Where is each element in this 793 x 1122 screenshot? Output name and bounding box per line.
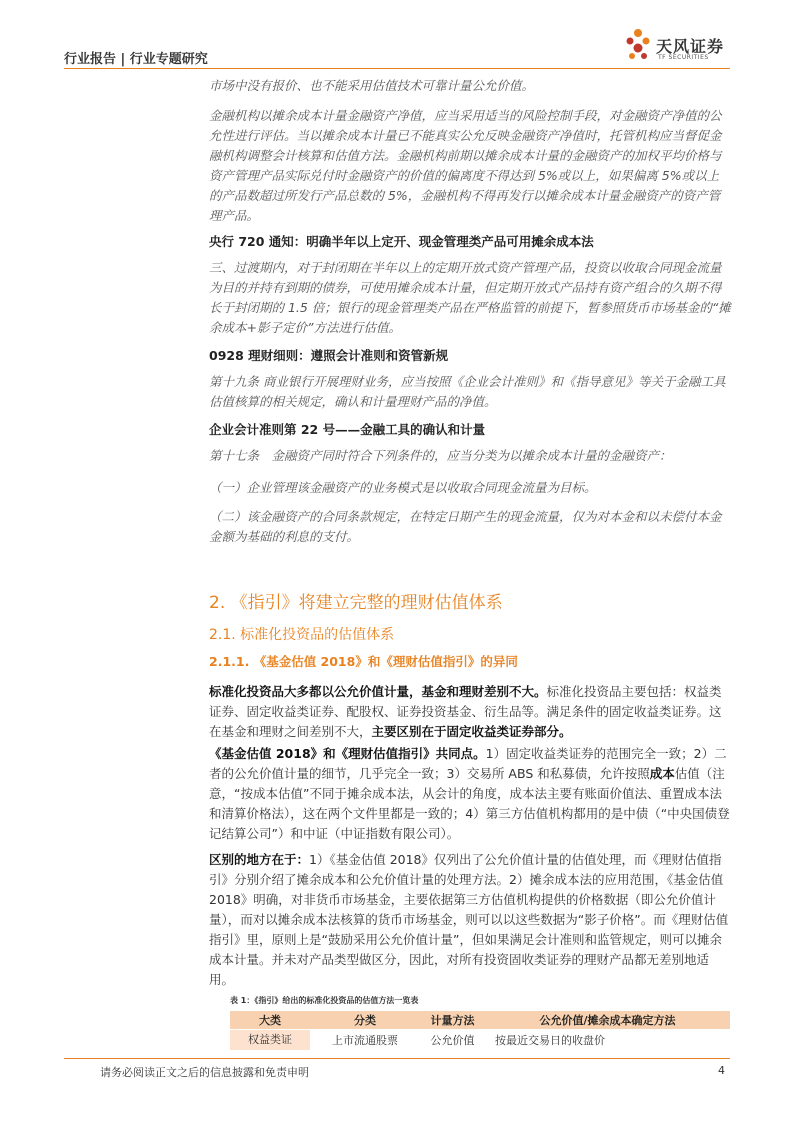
quote-paragraph-2: 金融机构以摊余成本计量金融资产净值，应当采用适当的风险控制手段，对金融资产净值的公允性进行评估。当以摊余成本计量已不能真实公允反映金融资产净值时，托管机构应当督促金融机构调整会计核算和估值方法。金融机构前期以摊余成本计量的金融资产的加权平均价格与资产管理产品实际兑付时金融资产的价值的偏离度不得达到 5%或以上，如果偏离 5%或以上的产品数超过所发行产品总数的 5%，金融机构不得再发行以摊余成本计量金融资产的资产管理产品。 <box>209 108 722 223</box>
quote-source-720: 央行 720 通知：明确半年以上定开、现金管理类产品可用摊余成本法 <box>209 234 594 249</box>
logo-mark-icon <box>624 28 652 62</box>
p3-text: 1）《基金估值 2018》仅列出了公允价值计量的估值处理，而《理财估值指引》分别介绍了摊余成本和公允价值计量的处理方法。2）摊余成本法的应用范围，《基金估值 2018》明确，对非货币市场基金，主要依据第三方估值机构提供的价格数据（即公允价值计量），而对以摊余成本法核算的货币市场基金，则可以以这些数据为“影子价格”。而《理财估值指引》里，原则上是“鼓励采用公允价值计量”，但如果满足会计准则和监管规定，则可以摊余成本计量。并未对产品类型做区分，因此，对所有投资固收类证券的理财产品都无差别地适用。 <box>209 852 729 987</box>
table-cell: 公允价值 <box>430 1034 475 1047</box>
table-header-cell: 分类 <box>354 1014 376 1027</box>
p1-text: 标准化投资品主要包括：权益类证券、固定收益类证券、配股权、证券投资基金、衍生品等。满足条件的固定收益类证券。这在基金和理财之间差别不大， <box>209 684 722 739</box>
body-paragraph-1 <box>209 682 731 742</box>
page-number: 4 <box>718 1064 725 1077</box>
table-cell: 按最近交易日的收盘价 <box>495 1034 605 1047</box>
p3-lead: 区别的地方在于： <box>209 852 310 867</box>
quote-paragraph-7: （二）该金融资产的合同条款规定，在特定日期产生的现金流量，仅为对本金和以未偿付本金金额为基础的利息的支付。 <box>209 509 722 544</box>
table-header-cell: 大类 <box>259 1014 281 1027</box>
section-heading-2: 2. 《指引》将建立完整的理财估值体系 <box>209 593 503 613</box>
quote-paragraph-3: 三、过渡期内，对于封闭期在半年以上的定期开放式资产管理产品，投资以收取合同现金流量为目的并持有到期的债券，可使用摊余成本计量，但定期开放式产品持有资产组合的久期不得长于封闭期的 1.5 倍；银行的现金管理类产品在严格监管的前提下，暂参照货币市场基金的“摊余成本+影子定价”方法进行估值。 <box>209 260 731 335</box>
logo-subtitle: TF SECURITIES <box>658 54 709 61</box>
table-cell: 权益类证 <box>230 1030 310 1050</box>
report-category: 行业报告 | 行业专题研究 <box>64 52 208 67</box>
p1-lead: 标准化投资品大多都以公允价值计量，基金和理财差别不大。 <box>209 684 547 699</box>
header-divider <box>64 68 730 69</box>
quote-paragraph-5: 第十七条 金融资产同时符合下列条件的，应当分类为以摊余成本计量的金融资产： <box>209 448 672 463</box>
quote-paragraph-1: 市场中没有报价、也不能采用估值技术可靠计量公允价值。 <box>209 78 535 93</box>
table-header-row <box>230 1011 730 1029</box>
footer-disclaimer: 请务必阅读正文之后的信息披露和免责申明 <box>100 1066 309 1079</box>
quote-paragraph-6: （一）企业管理该金融资产的业务模式是以收取合同现金流量为目标。 <box>209 480 597 495</box>
section-heading-2-1-1: 2.1.1. 《基金估值 2018》和《理财估值指引》的异同 <box>209 654 518 669</box>
p2-text-cont: 估值（注意，“按成本估值”不同于摊余成本法，从会计的角度，成本法主要有账面价值法、重置成本法和清算价格法），这在两个文件里都是一致的；4）第三方估值机构都用的是中债（“中央国债登记结算公司”）和中证（中证指数有限公司）。 <box>209 766 730 841</box>
quote-source-accounting-22: 企业会计准则第 22 号——金融工具的确认和计量 <box>209 422 486 437</box>
p1-emphasis: 主要区别在于固定收益类证券部分。 <box>371 724 572 739</box>
table-caption: 表 1：《指引》给出的标准化投资品的估值方法一览表 <box>230 996 419 1005</box>
body-paragraph-3 <box>209 850 731 990</box>
table-row <box>230 1030 730 1050</box>
p2-text: 1）固定收益类证券的范围完全一致；2）二者的公允价值计量的细节，几乎完全一致；3）交易所 ABS 和私募债，允许按照 <box>209 746 727 781</box>
body-paragraph-2 <box>209 744 731 844</box>
quote-source-0928: 0928 理财细则：遵照会计准则和资管新规 <box>209 348 449 363</box>
footer-divider <box>64 1058 730 1059</box>
section-heading-2-1: 2.1. 标准化投资品的估值体系 <box>209 627 395 643</box>
table-header-cell: 计量方法 <box>430 1014 475 1027</box>
table-cell: 上市流通股票 <box>332 1034 398 1047</box>
table-header-cell: 公允价值/摊余成本确定方法 <box>539 1014 676 1027</box>
logo-name: 天风证券 <box>656 37 725 56</box>
quote-paragraph-4: 第十九条 商业银行开展理财业务，应当按照《企业会计准则》和《指导意见》等关于金融工具估值核算的相关规定，确认和计量理财产品的净值。 <box>209 374 726 409</box>
company-logo <box>624 26 734 66</box>
p2-lead: 《基金估值 2018》和《理财估值指引》共同点。 <box>209 746 486 761</box>
p2-emphasis: 成本 <box>649 766 675 781</box>
